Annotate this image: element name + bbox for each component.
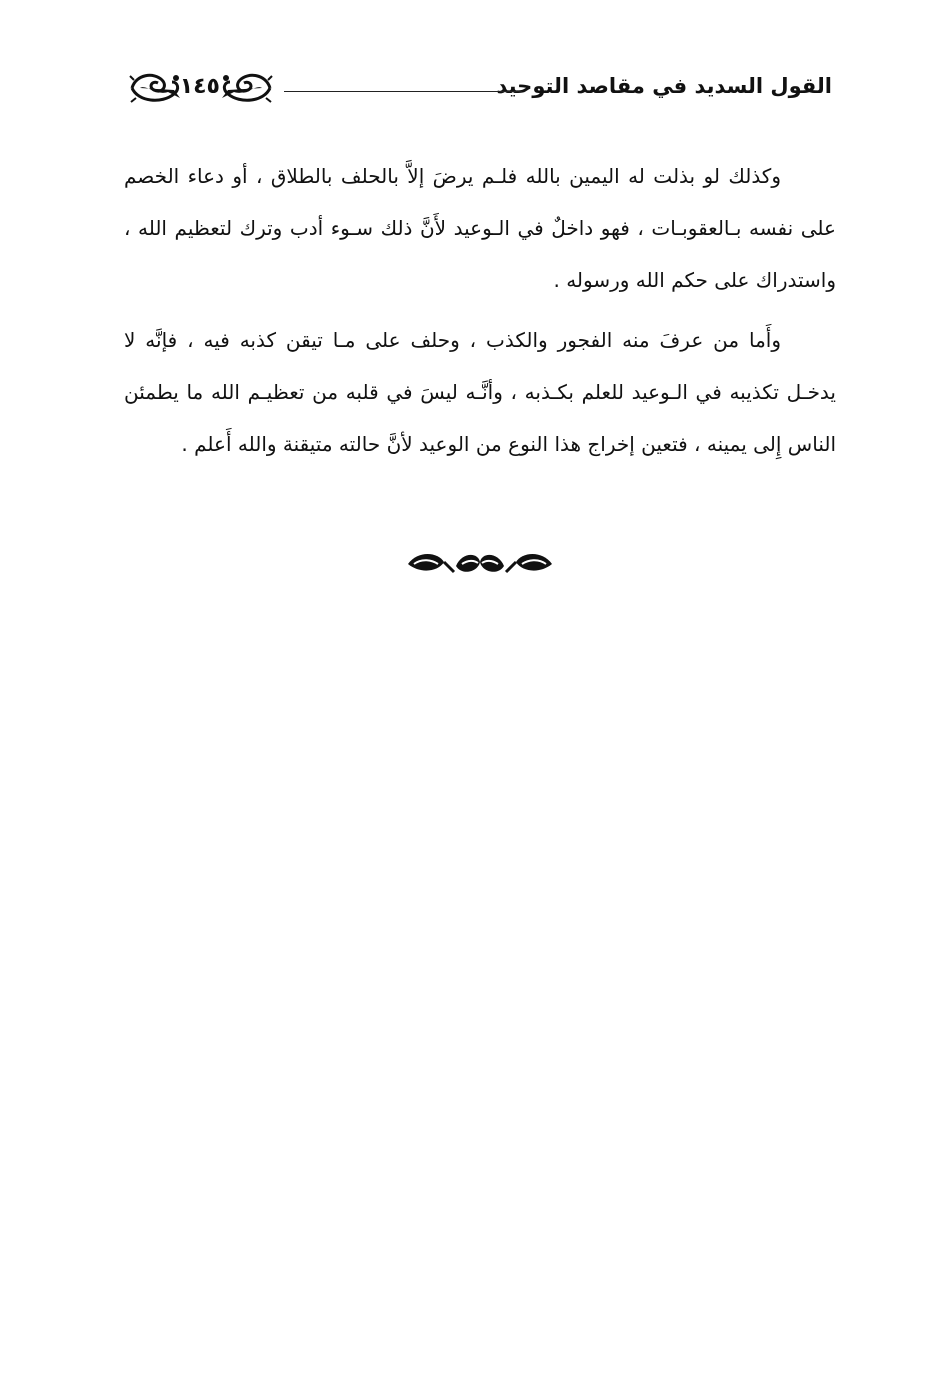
- running-header: [128, 64, 832, 114]
- page-number-group: [128, 64, 278, 114]
- floral-ornament-icon: [218, 70, 274, 106]
- book-title: القول السديد في مقاصد التوحيد: [496, 74, 832, 98]
- floral-ornament-icon: [128, 70, 184, 106]
- main-text: [124, 150, 836, 478]
- page-number: ١٤٥: [179, 74, 220, 99]
- paragraph: وأَما من عرفَ منه الفجور والكذب ، وحلف على مـا تيقن كذبه فيه ، فإنَّه لا يدخـل تكذيبه في الـوعيد للعلم بكـذبه ، وأنَّـه ليسَ في قلبه من تعظيـم الله ما يطمئن الناس إِلى يمينه ، فتعين إخراج هذا النوع من الوعيد لأنَّ حالته متيقنة والله أَعلم .: [124, 328, 836, 456]
- section-end-ornament-icon: [404, 548, 556, 578]
- header-rule: [284, 91, 522, 92]
- paragraph: وكذلك لو بذلت له اليمين بالله فلـم يرضَ إلاَّ بالحلف بالطلاق ، أو دعاء الخصم على نفسه بـالعقوبـات ، فهو داخلٌ في الـوعيد لأَنَّ ذلك سـوء أدب وترك لتعظيم الله ، واستدراك على حكم الله ورسوله .: [124, 164, 836, 292]
